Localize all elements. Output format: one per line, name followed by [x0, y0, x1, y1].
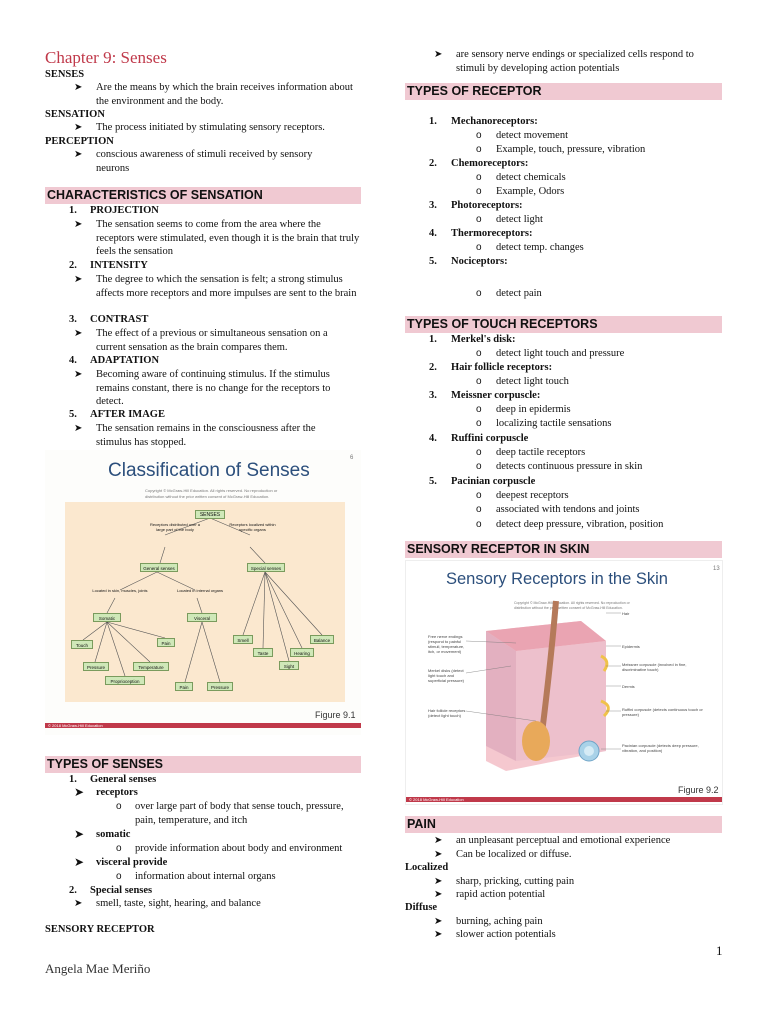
characteristic-title: ADAPTATION — [90, 355, 160, 366]
page-number: 1 — [716, 943, 723, 958]
node-somatic: Somatic — [93, 613, 121, 622]
characteristic-title: PROJECTION — [90, 205, 159, 216]
arrow-bullet-icon: ➤ — [74, 82, 83, 93]
arrow-bullet-icon: ➤ — [74, 328, 83, 339]
characteristic-title: AFTER IMAGE — [90, 409, 165, 420]
sensation-definition: The process initiated by stimulating sensory receptors. — [96, 122, 325, 133]
figure-classification-of-senses — [45, 450, 361, 735]
arrow-bullet-icon: ➤ — [74, 149, 83, 160]
circle-bullet-icon: o — [116, 843, 122, 854]
figure-title: Sensory Receptors in the Skin — [446, 570, 668, 588]
arrow-bullet-icon: ➤ — [434, 916, 443, 927]
circle-bullet-icon: o — [476, 519, 482, 530]
list-number: 3. — [429, 390, 437, 401]
circle-bullet-icon: o — [476, 144, 482, 155]
list-number: 5. — [429, 256, 437, 267]
figure-caption: Figure 9.1 — [315, 710, 356, 720]
diffuse-item: burning, aching pain — [456, 916, 543, 927]
receptor-name: Photoreceptors: — [451, 200, 523, 211]
list-number: 4. — [429, 228, 437, 239]
somatic-label: somatic — [96, 829, 131, 840]
special-senses-heading: Special senses — [90, 885, 153, 896]
localized-item: sharp, pricking, cutting pain — [456, 876, 575, 887]
receptor-name: Chemoreceptors: — [451, 158, 529, 169]
figure-title: Classification of Senses — [108, 460, 310, 481]
section-bar-touch-receptors: TYPES OF TOUCH RECEPTORS — [405, 316, 722, 333]
list-number: 3. — [69, 314, 77, 325]
label-pacinian-corpuscle: Pacinian corpuscle (detects deep pressure, vibration, and position) — [622, 743, 699, 753]
arrow-bullet-icon: ➤ — [74, 274, 83, 285]
section-bar-receptor-in-skin: SENSORY RECEPTOR IN SKIN — [405, 541, 722, 558]
node-touch: Touch — [71, 640, 93, 649]
chapter-title: Chapter 9: Senses — [45, 48, 167, 67]
node-pain-visceral: Pain — [175, 682, 193, 691]
node-special-senses: Special senses — [247, 563, 285, 572]
node-hearing: Hearing — [290, 648, 314, 657]
touch-receptor-item: deepest receptors — [496, 490, 569, 501]
localized-heading: Localized — [405, 862, 449, 873]
characteristic-title: CONTRAST — [90, 314, 149, 325]
arrow-bullet-icon: ➤ — [434, 849, 443, 860]
arrow-bullet-icon: ➤ — [434, 889, 443, 900]
label-epidermis: Epidermis — [622, 644, 640, 649]
author-name: Angela Mae Meriño — [45, 961, 151, 976]
circle-bullet-icon: o — [476, 348, 482, 359]
label-hair: Hair — [622, 611, 630, 616]
touch-receptor-name: Ruffini corpuscle — [451, 433, 529, 444]
skin-cross-section-illustration — [406, 561, 723, 805]
receptor-item: detect chemicals — [496, 172, 566, 183]
sensation-heading: SENSATION — [45, 109, 105, 120]
visceral-text: information about internal organs — [135, 871, 276, 882]
circle-bullet-icon: o — [476, 504, 482, 515]
node-proprioception: Proprioception — [105, 676, 145, 685]
arrow-bullet-icon: ➤ — [434, 929, 443, 940]
list-number: 1. — [429, 116, 437, 127]
diffuse-heading: Diffuse — [405, 902, 438, 913]
characteristic-text: Becoming aware of continuing stimulus. If the stimulus remains constant, there is no change for the receptors to detect. — [96, 369, 331, 407]
node-temperature: Temperature — [133, 662, 169, 671]
receptor-item: Example, Odors — [496, 186, 565, 197]
localized-item: rapid action potential — [456, 889, 546, 900]
arrow-bullet-icon: ➤ — [434, 876, 443, 887]
arrow-bullet-icon: ➤ — [74, 219, 83, 230]
circle-bullet-icon: o — [476, 490, 482, 501]
circle-bullet-icon: o — [476, 242, 482, 253]
circle-bullet-icon: o — [476, 172, 482, 183]
circle-bullet-icon: o — [476, 447, 482, 458]
slide-number: 13 — [713, 566, 720, 572]
touch-receptor-item: deep tactile receptors — [496, 447, 586, 458]
diffuse-item: slower action potentials — [456, 929, 556, 940]
sensory-receptor-definition: are sensory nerve endings or specialized cells respond to stimuli by developing action potentials — [456, 49, 694, 74]
touch-receptor-name: Meissner corpuscle: — [451, 390, 541, 401]
node-sight: Sight — [279, 661, 299, 670]
pain-definition: an unpleasant perceptual and emotional experience — [456, 835, 671, 846]
list-number: 2. — [69, 885, 77, 896]
characteristic-title: INTENSITY — [90, 260, 148, 271]
circle-bullet-icon: o — [116, 871, 122, 882]
node-balance: Balance — [310, 635, 334, 644]
characteristic-text: The effect of a previous or simultaneous sensation on a current sensation as the brain compares them. — [96, 328, 328, 353]
node-pain: Pain — [157, 638, 175, 647]
receptor-item: detect light — [496, 214, 543, 225]
copyright-note: Copyright © McGraw-Hill Education. All rights reserved. No reproduction or distribution without the prior written consent of McGraw-Hill Education. — [145, 488, 278, 499]
label-hair-follicle-receptors: Hair follicle receptors (detect light touch) — [428, 708, 466, 718]
circle-bullet-icon: o — [476, 376, 482, 387]
arrow-bullet-icon: ➤ — [74, 423, 83, 434]
receptors-text: over large part of body that sense touch, pressure, pain, temperature, and itch — [135, 801, 344, 826]
receptor-item: detect pain — [496, 288, 542, 299]
arrow-bullet-icon: ➤ — [74, 855, 85, 869]
node-general-senses: General senses — [140, 563, 178, 572]
label-free-nerve-endings: Free nerve endings (respond to painful stimuli, temperature, itch, or movement) — [428, 634, 465, 654]
node-distributed: Receptors distributed over a large part of the body — [149, 522, 201, 532]
receptor-item: detect temp. changes — [496, 242, 584, 253]
node-pressure-visceral: Pressure — [207, 682, 233, 691]
sensory-receptor-heading: SENSORY RECEPTOR — [45, 924, 155, 935]
arrow-bullet-icon: ➤ — [74, 827, 85, 841]
arrow-bullet-icon: ➤ — [74, 785, 85, 799]
receptor-name: Thermoreceptors: — [451, 228, 533, 239]
list-number: 1. — [429, 334, 437, 345]
label-dermis: Dermis — [622, 684, 635, 689]
list-number: 2. — [69, 260, 77, 271]
arrow-bullet-icon: ➤ — [74, 898, 83, 909]
touch-receptor-item: detects continuous pressure in skin — [496, 461, 643, 472]
special-senses-text: smell, taste, sight, hearing, and balance — [96, 898, 261, 909]
node-pressure: Pressure — [83, 662, 109, 671]
node-senses: SENSES — [195, 510, 225, 519]
characteristic-text: The sensation seems to come from the area where the receptors were stimulated, even though it is the brain that truly feels the sensation — [96, 219, 360, 257]
arrow-bullet-icon: ➤ — [434, 835, 443, 846]
arrow-bullet-icon: ➤ — [74, 122, 83, 133]
figure-sensory-receptors-skin — [405, 560, 723, 805]
node-internal: Located in internal organs — [176, 588, 224, 593]
arrow-bullet-icon: ➤ — [74, 369, 83, 380]
touch-receptor-item: localizing tactile sensations — [496, 418, 612, 429]
list-number: 3. — [429, 200, 437, 211]
perception-definition: conscious awareness of stimuli received by sensory neurons — [96, 149, 313, 174]
list-number: 4. — [429, 433, 437, 444]
visceral-label: visceral provide — [96, 857, 168, 868]
receptor-item: Example, touch, pressure, vibration — [496, 144, 646, 155]
list-number: 2. — [429, 362, 437, 373]
circle-bullet-icon: o — [476, 418, 482, 429]
arrow-bullet-icon: ➤ — [434, 49, 443, 60]
circle-bullet-icon: o — [476, 186, 482, 197]
section-bar-characteristics: CHARACTERISTICS OF SENSATION — [45, 187, 361, 204]
characteristic-text: The degree to which the sensation is felt; a strong stimulus affects more receptors and more impulses are sent to the brain — [96, 274, 357, 299]
figure-footer-note: © 2018 McGraw-Hill Education — [48, 723, 103, 728]
section-bar-types-of-senses: TYPES OF SENSES — [45, 756, 361, 773]
characteristic-text: The sensation remains in the consciousness after the stimulus has stopped. — [96, 423, 316, 448]
receptor-item: detect movement — [496, 130, 569, 141]
copyright-note: Copyright © McGraw-Hill Education. All rights reserved. No reproduction or distribution without the prior written consent of McGraw-Hill Education. — [514, 601, 630, 610]
label-ruffini-corpuscle: Ruffini corpuscle (detects continuous touch or pressure) — [622, 707, 703, 717]
slide-number: 6 — [350, 455, 354, 461]
list-number: 5. — [429, 476, 437, 487]
list-number: 2. — [429, 158, 437, 169]
senses-heading: SENSES — [45, 69, 85, 80]
touch-receptor-item: detect light touch and pressure — [496, 348, 625, 359]
list-number: 1. — [69, 205, 77, 216]
receptor-name: Nociceptors: — [451, 256, 508, 267]
circle-bullet-icon: o — [476, 461, 482, 472]
node-skin: Located in skin, muscles, joints — [92, 588, 148, 593]
touch-receptor-name: Hair follicle receptors: — [451, 362, 553, 373]
circle-bullet-icon: o — [476, 130, 482, 141]
circle-bullet-icon: o — [476, 214, 482, 225]
section-bar-types-of-receptor: TYPES OF RECEPTOR — [405, 83, 722, 100]
list-number: 4. — [69, 355, 77, 366]
somatic-text: provide information about body and environment — [135, 843, 343, 854]
label-merkel-disks: Merkel disks (detect light touch and superficial pressure) — [428, 668, 465, 683]
touch-receptor-item: detect deep pressure, vibration, position — [496, 519, 664, 530]
node-visceral: Visceral — [187, 613, 217, 622]
perception-heading: PERCEPTION — [45, 136, 114, 147]
receptors-label: receptors — [96, 787, 138, 798]
pain-types-text: Can be localized or diffuse. — [456, 849, 572, 860]
node-smell: Smell — [233, 635, 253, 644]
node-taste: Taste — [253, 648, 273, 657]
circle-bullet-icon: o — [476, 288, 482, 299]
figure-caption: Figure 9.2 — [678, 785, 719, 795]
list-number: 5. — [69, 409, 77, 420]
touch-receptor-item: deep in epidermis — [496, 404, 571, 415]
circle-bullet-icon: o — [116, 801, 122, 812]
list-number: 1. — [69, 774, 77, 785]
touch-receptor-item: detect light touch — [496, 376, 569, 387]
label-meissner-corpuscle: Meissner corpuscle (involved in fine, discriminative touch) — [622, 662, 687, 672]
node-localized: Receptors localized within specific organs — [229, 522, 276, 532]
figure-footer-note: © 2018 McGraw-Hill Education — [409, 797, 464, 802]
touch-receptor-name: Merkel's disk: — [451, 334, 516, 345]
general-senses-heading: General senses — [90, 774, 157, 785]
touch-receptor-item: associated with tendons and joints — [496, 504, 640, 515]
circle-bullet-icon: o — [476, 404, 482, 415]
touch-receptor-name: Pacinian corpuscle — [451, 476, 536, 487]
section-bar-pain: PAIN — [405, 816, 722, 833]
receptor-name: Mechanoreceptors: — [451, 116, 538, 127]
senses-definition: Are the means by which the brain receives information about the environment and the body. — [96, 82, 353, 107]
